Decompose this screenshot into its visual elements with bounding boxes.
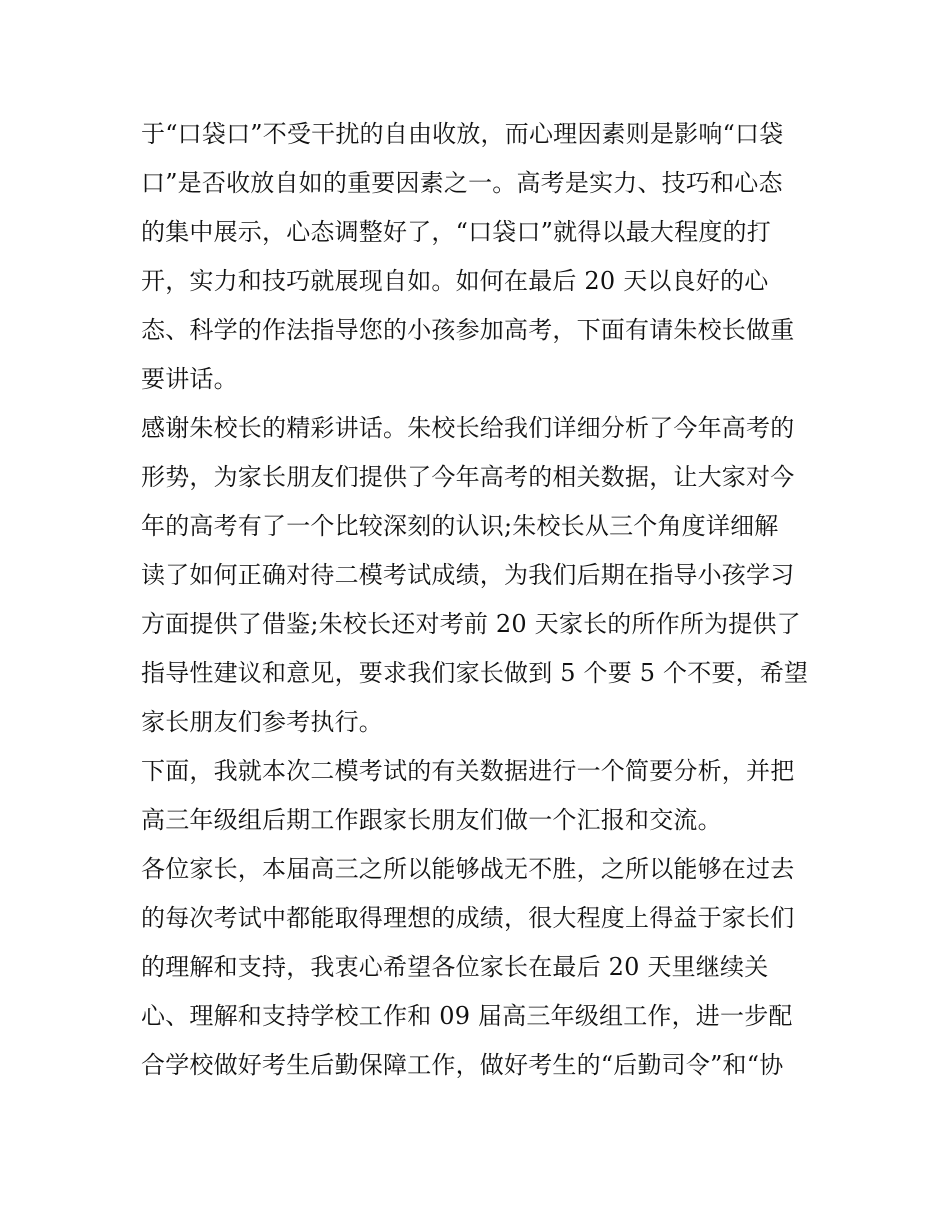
text-line: 方面提供了借鉴;朱校长还对考前 20 天家长的所作所为提供了 — [141, 610, 801, 638]
text-line: 合学校做好考生后勤保障工作，做好考生的“后勤司令”和“协 — [141, 1051, 784, 1079]
text-line: 家长朋友们参考执行。 — [141, 708, 383, 736]
text-line: 心、理解和支持学校工作和 09 届高三年级组工作，进一步配 — [141, 1002, 793, 1030]
text-line: 下面，我就本次二模考试的有关数据进行一个简要分析，并把 — [141, 757, 795, 785]
text-line: 的理解和支持，我衷心希望各位家长在最后 20 天里继续关 — [141, 953, 769, 981]
text-line: 的集中展示，心态调整好了，“口袋口”就得以最大程度的打 — [141, 218, 771, 246]
text-line: 指导性建议和意见，要求我们家长做到 5 个要 5 个不要，希望 — [141, 659, 809, 687]
text-line: 口”是否收放自如的重要因素之一。高考是实力、技巧和心态 — [141, 169, 783, 197]
text-line: 态、科学的作法指导您的小孩参加高考，下面有请朱校长做重 — [141, 316, 795, 344]
text-line: 读了如何正确对待二模考试成绩，为我们后期在指导小孩学习 — [141, 561, 795, 589]
text-line: 于“口袋口”不受干扰的自由收放，而心理因素则是影响“口袋 — [141, 120, 784, 148]
text-line: 感谢朱校长的精彩讲话。朱校长给我们详细分析了今年高考的 — [141, 414, 795, 442]
body-text — [141, 110, 821, 1090]
text-line: 的每次考试中都能取得理想的成绩，很大程度上得益于家长们 — [141, 904, 795, 932]
text-line: 形势，为家长朋友们提供了今年高考的相关数据，让大家对今 — [141, 463, 795, 491]
text-line: 各位家长，本届高三之所以能够战无不胜，之所以能够在过去 — [141, 855, 795, 883]
text-line: 开，实力和技巧就展现自如。如何在最后 20 天以良好的心 — [141, 267, 769, 295]
text-line: 高三年级组后期工作跟家长朋友们做一个汇报和交流。 — [141, 806, 722, 834]
text-line: 要讲话。 — [141, 365, 238, 393]
text-line: 年的高考有了一个比较深刻的认识;朱校长从三个角度详细解 — [141, 512, 779, 540]
